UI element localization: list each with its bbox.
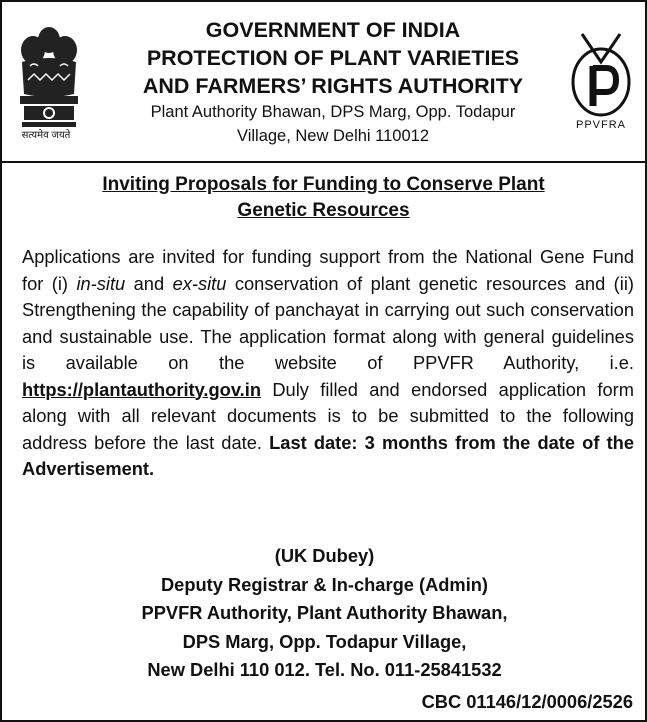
header-text [98,16,568,148]
logo-text: PPVFRA [575,119,626,131]
last-date: Last date: 3 months from the date of the Advertisement. [22,431,634,479]
header-line-protection: PROTECTION OF PLANT VARIETIES [146,46,520,70]
body-text-part4: Duly filled and endorsed application form along with all relevant documents is to be submitted to the following address before the last date. [22,378,634,453]
header [2,2,645,163]
header-address-line1: Plant Authority Bhawan, DPS Marg, Opp. Todapur [150,103,516,121]
signatory-designation: Deputy Registrar & In-charge (Admin) [160,573,489,595]
signatory-name: (UK Dubey) [274,545,375,566]
notice-title-line2: Genetic Resources [237,200,410,221]
signatory-address-line3: New Delhi 110 012. Tel. No. 011-25841532 [147,659,502,681]
in-situ-term: in-situ [76,272,126,294]
notice-title-line1: Inviting Proposals for Funding to Conserve Plant [102,174,545,195]
signatory-address-line1: PPVFR Authority, Plant Authority Bhawan, [141,602,508,624]
body-text-part2: and [125,272,173,294]
cbc-code: CBC 01146/12/0006/2526 [421,691,633,712]
signatory-address-line2: DPS Marg, Opp. Todapur Village, [182,630,467,652]
ex-situ-term: ex-situ [172,272,227,294]
emblem-motto: सत्यमेव जयते [21,130,71,141]
signature-block [22,542,627,685]
notice-title [22,172,625,224]
body-text-part3: conservation of plant genetic resources and (ii) Strengthening the capability of panchayat in carrying out such conservation and sustainable use. The application format along with general guidelines is available on the website of PPVFR Authority, i.e. [22,272,634,373]
notice-body [22,244,634,483]
header-line-authority: AND FARMERS’ RIGHTS AUTHORITY [142,74,524,98]
body-text-part1: Applications are invited for funding support from the National Gene Fund for (i) [22,246,634,294]
header-address-line2: Village, New Delhi 110012 [236,127,429,145]
header-line-government: GOVERNMENT OF INDIA [205,18,461,42]
website-link[interactable]: https://plantauthority.gov.in [22,378,261,400]
